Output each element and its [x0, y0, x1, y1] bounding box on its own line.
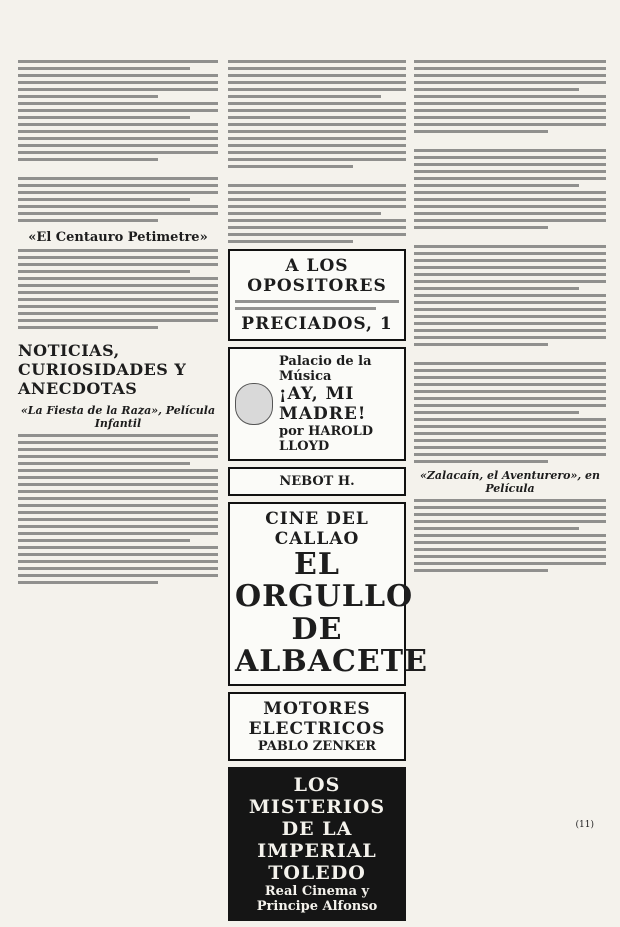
ad-palacio: [228, 347, 406, 461]
ad-nebot-title: NEBOT H.: [279, 474, 355, 489]
ad-motores: [228, 692, 406, 761]
right-column: [414, 56, 606, 576]
section-heading: NOTICIAS, CURIOSIDADES Y ANECDOTAS: [18, 341, 187, 398]
ad-misterios-title: LOS MISTERIOS DE LA IMPERIAL TOLEDO: [248, 773, 386, 884]
ad-misterios: [228, 767, 406, 921]
ad-misterios-footer: Real Cinema y Principe Alfonso: [256, 883, 378, 914]
ad-cine-movie: EL ORGULLO DE ALBACETE: [235, 547, 428, 680]
ad-motores-title: MOTORES ELECTRICOS: [248, 698, 386, 739]
ad-palacio-credit: por HAROLD LLOYD: [279, 424, 374, 454]
feature-title: «El Centauro Petimetre»: [28, 230, 208, 245]
ad-cine-del-callao: [228, 502, 428, 686]
center-column: [228, 56, 428, 927]
ad-opositores-brand: PRECIADOS, 1: [241, 314, 393, 334]
ad-opositores-title: A LOS OPOSITORES: [247, 256, 387, 296]
section-subhead: «La Fiesta de la Raza», Película Infantil: [20, 404, 216, 430]
ad-motores-brand: PABLO ZENKER: [257, 738, 377, 754]
ad-palacio-movie: ¡AY, MI MADRE!: [279, 384, 367, 424]
ad-nebot: [228, 467, 406, 496]
left-column: [18, 56, 218, 588]
ad-palacio-title: Palacio de la Música: [279, 354, 372, 384]
right-subhead: «Zalacaín, el Aventurero», en Película: [419, 469, 601, 495]
ad-cine-title: CINE DEL CALLAO: [265, 509, 369, 549]
page-number: (11): [575, 820, 594, 830]
portrait-icon: [235, 383, 273, 425]
ad-opositores: [228, 249, 406, 341]
